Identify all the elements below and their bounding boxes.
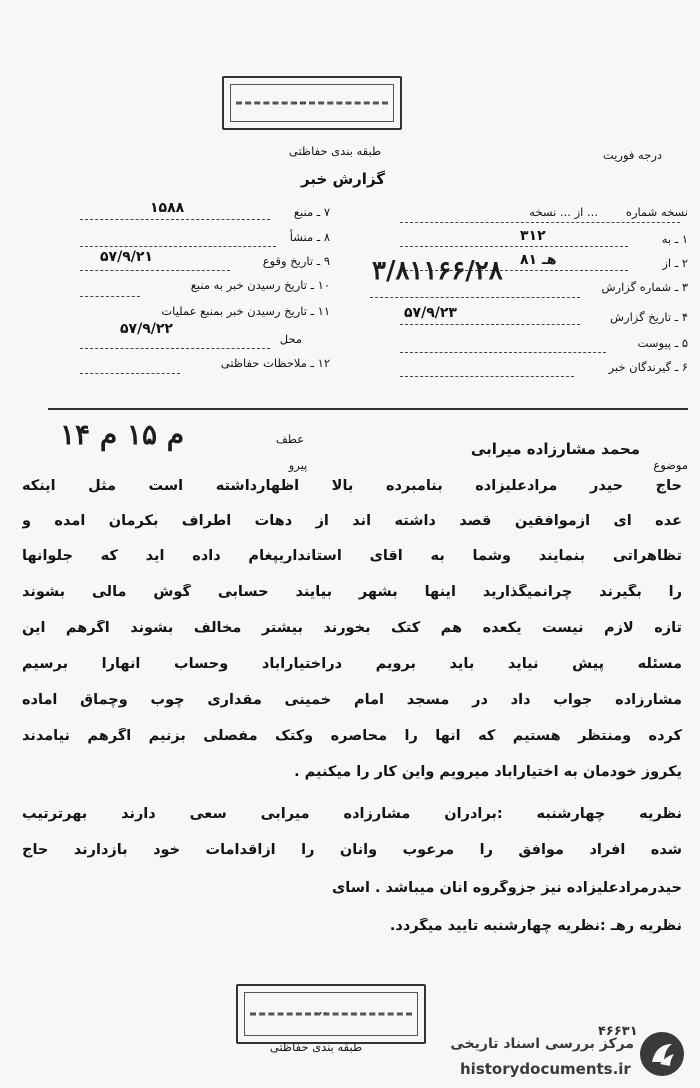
origin-label: ۸ ـ منشأ <box>289 230 330 244</box>
classification-label: طبقه بندی حفاظتی <box>288 144 382 158</box>
body-line: نظریه رهـ :نظریه چهارشنبه تایید میگردد. <box>389 918 682 934</box>
report-title: گزارش خبر <box>300 170 386 188</box>
copy-number-line <box>400 222 680 223</box>
body-line: کرده ومنتظر هستیم که آنها را محاصره وکتک مفصلی بزنیم اگرهم نیامدند <box>22 728 682 744</box>
news-to-ops-value: ۵۷/۹/۲۲ <box>120 321 173 337</box>
subject-value: محمد مشارزاده میرابی <box>470 440 640 458</box>
body-line: نظریه چهارشنبه :برادران مشارزاده میرابی سعی دارند بهرترتیب <box>22 806 682 822</box>
field-to-label: ۱ ـ به <box>661 232 688 246</box>
report-number-line <box>370 297 580 298</box>
watermark-url: historydocuments.ir <box>460 1060 631 1078</box>
occurrence-date-line <box>80 270 230 271</box>
news-to-ops-label: ۱۱ ـ تاریخ رسیدن خبر بمنبع عملیات <box>161 304 330 318</box>
occurrence-date-value: ۵۷/۹/۲۱ <box>100 249 153 265</box>
body-line: تازه لازم نیست یکعده هم کتک بخورند بیشتر مخالف بشوند اگرهم این <box>22 620 682 636</box>
copy-number-value: ... از ... نسخه <box>529 205 598 219</box>
body-line: تظاهراتی بنمایند وشما به آقای استانداریپغام داده اید که جلوآنها <box>22 548 682 564</box>
stamp-scribble <box>250 1013 412 1016</box>
header-divider <box>48 408 688 410</box>
copy-number-label: نسخه شماره <box>625 205 688 219</box>
source-line <box>80 219 270 220</box>
body-line: مشارزاده جواب داد در مسجد امام خمینی مقداری چوب وچماق آماده <box>22 692 682 708</box>
recipients-label: ۶ ـ گیرندگان خبر <box>608 360 688 374</box>
location-line <box>80 348 270 349</box>
logo-glyph-icon <box>640 1032 684 1076</box>
bottom-stamp-text: ... <box>314 1002 328 1018</box>
body-line: حاج حیدر مرادعلیزاده بنامبرده بالا اظهارداشته است مثل اینکه <box>22 478 682 494</box>
source-value: ۱۵۸۸ <box>150 200 185 216</box>
report-number-label: ۳ ـ شماره گزارش <box>601 280 688 294</box>
report-date-line <box>400 324 580 325</box>
body-line: مسئله پیش نیاید باید برویم دراختیارآباد وحساب آنهارا برسیم <box>22 656 682 672</box>
occurrence-date-label: ۹ ـ تاریخ وقوع <box>262 254 330 268</box>
security-notes-line <box>80 373 180 374</box>
field-from-label: ۲ ـ از <box>662 256 688 270</box>
bottom-classification-stamp <box>236 984 426 1044</box>
news-to-source-line <box>80 296 140 297</box>
recipients-line <box>400 376 574 377</box>
follow-up-label: پیرو <box>288 458 308 472</box>
body-line: حیدرمرادعلیزاده نیز جزوگروه آنان میباشد . آسای <box>331 880 682 896</box>
security-notes-label: ۱۲ ـ ملاحظات حفاظتی <box>220 356 330 370</box>
footer-classification-label: طبقه بندی حفاظتی <box>269 1040 363 1054</box>
source-label: ۷ ـ منبع <box>293 205 330 219</box>
stamp-scribble <box>236 102 388 105</box>
top-classification-stamp <box>222 76 402 130</box>
field-to-line <box>400 246 628 247</box>
subject-label: موضوع <box>653 458 688 472</box>
page-number: ۴۶۶۳۱ <box>598 1024 638 1039</box>
report-date-value: ۵۷/۹/۲۳ <box>404 305 457 321</box>
watermark-logo-icon <box>640 1032 684 1076</box>
attachment-line <box>400 352 606 353</box>
body-line: عده ای ازموافقین قصد داشته اند از دهات اطراف بکرمان آمده و <box>22 513 682 529</box>
body-line: شده افراد موافق را مرعوب وآنان را ازاقدامات خود بازدارند حاج <box>22 842 682 858</box>
news-to-source-label: ۱۰ ـ تاریخ رسیدن خبر به منبع <box>190 278 330 292</box>
body-line: را بگیرند چرانمیگذارید اینها بشهر بیایند حسابی گوش مالی بشوند <box>22 584 682 600</box>
priority-label: درجه فوریت <box>602 148 662 162</box>
field-to-value: ۳۱۲ <box>520 228 546 244</box>
reference-label: عطف <box>275 432 305 446</box>
watermark-title: مرکز بررسی اسناد تاریخی <box>450 1036 634 1052</box>
location-label: محل <box>279 332 302 346</box>
report-date-label: ۴ ـ تاریخ گزارش <box>609 310 688 324</box>
handwritten-note: ۱۴ م ۱۵ م <box>60 418 185 451</box>
origin-line <box>80 246 276 247</box>
top-stamp-text: ... <box>294 92 308 108</box>
field-from-value: ۸هـ ۱ <box>520 252 557 268</box>
body-line: یکروز خودمان به اختیارآباد میرویم واین کار را میکنیم . <box>294 764 682 780</box>
attachment-label: ۵ ـ پیوست <box>637 336 688 350</box>
report-number-value: ۳/۸۱۱۶۶/۲۸ <box>372 256 503 286</box>
